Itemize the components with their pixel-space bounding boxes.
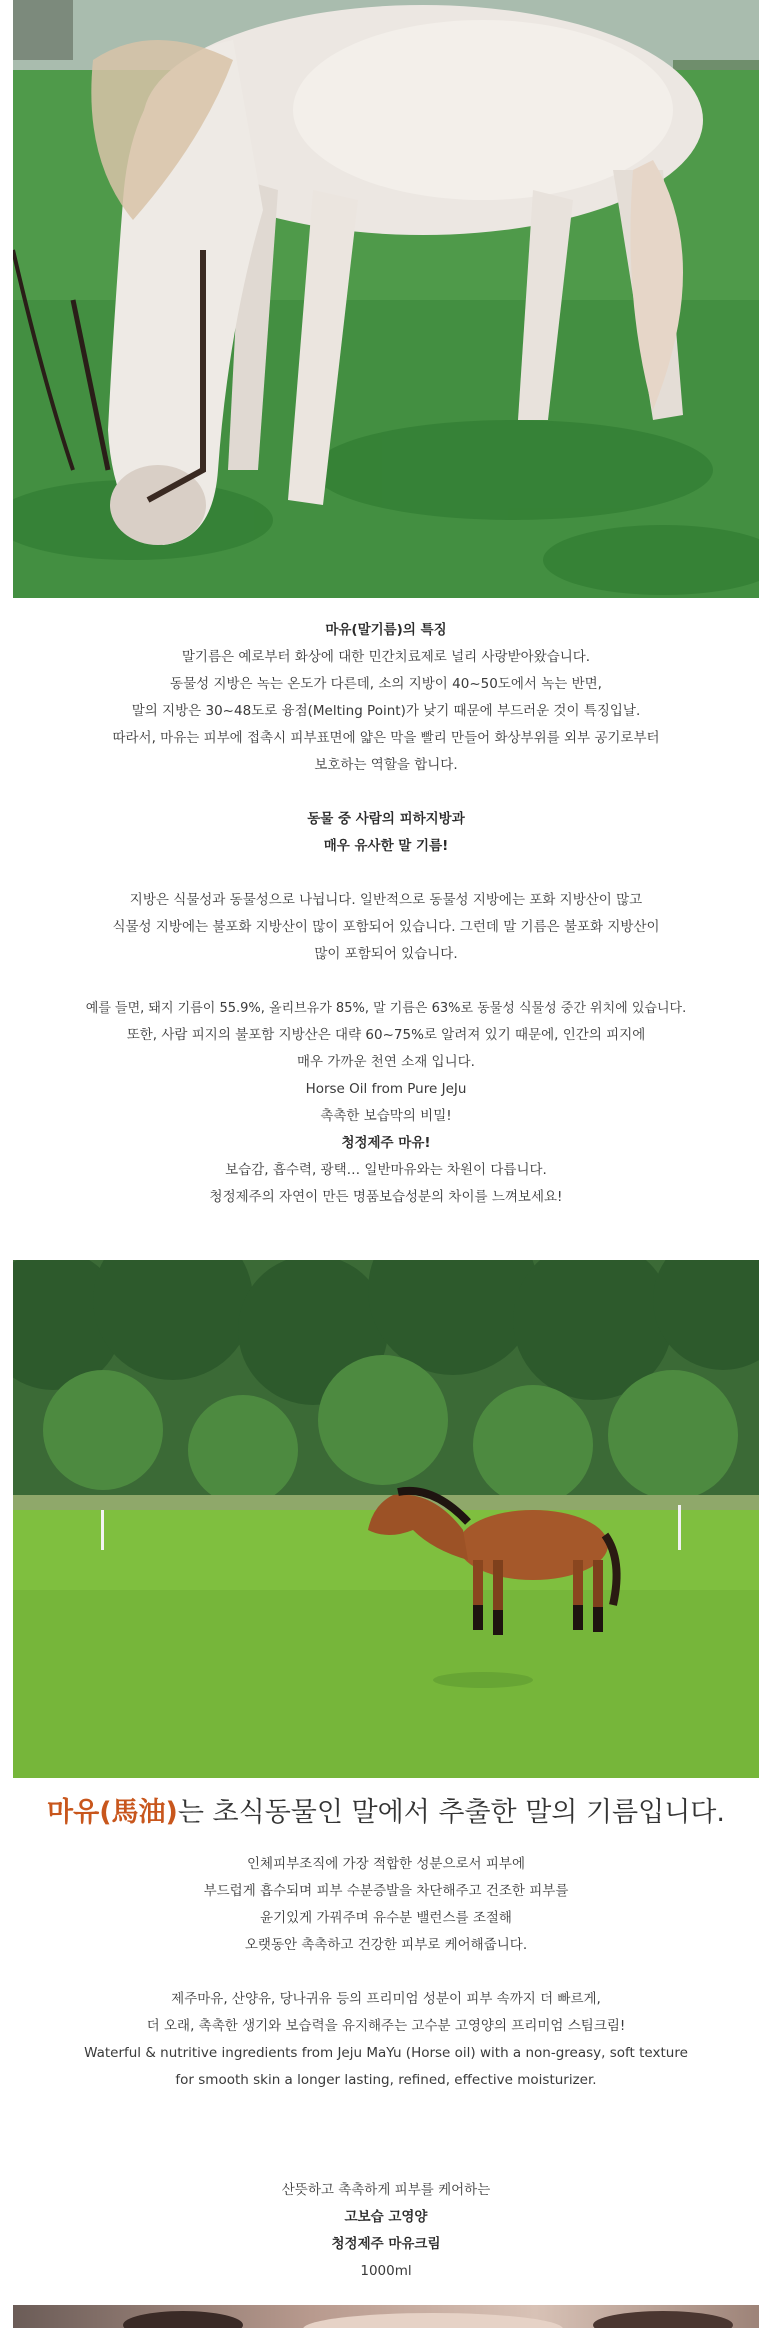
product-summary <box>13 2177 759 2285</box>
body-text: 더 오래, 촉촉한 생기와 보습력을 유지해주는 고수분 고영양의 프리미엄 스팀크림! <box>146 2018 626 2034</box>
headline-accent: 마유(馬油) <box>47 1797 178 1828</box>
body-text: for smooth skin a longer lasting, refined, effective moisturizer. <box>175 2072 597 2088</box>
body-text: 따라서, 마유는 피부에 접촉시 피부표면에 얇은 막을 빨리 만들어 화상부위를 외부 공기로부터 <box>112 730 660 746</box>
detail-page <box>13 0 759 2328</box>
body-text: 제주마유, 산양유, 당나귀유 등의 프리미엄 성분이 피부 속까지 더 빠르게, <box>171 1991 601 2007</box>
section-title: 매우 유사한 말 기름! <box>323 838 449 854</box>
body-text: 동물성 지방은 녹는 온도가 다른데, 소의 지방이 40~50도에서 녹는 반면, <box>170 676 602 692</box>
body-text: 말기름은 예로부터 화상에 대한 민간치료제로 널리 사랑받아왔습니다. <box>181 649 591 665</box>
section-title: 동물 중 사람의 피하지방과 <box>307 811 465 827</box>
horse-oil-features-section <box>13 617 759 1211</box>
body-text: 예를 들면, 돼지 기름이 55.9%, 올리브유가 85%, 말 기름은 63%로 동물성 식물성 중간 위치에 있습니다. <box>85 1001 687 1016</box>
model-face-photo <box>13 2305 759 2328</box>
body-text: Waterful & nutritive ingredients from Jeju MaYu (Horse oil) with a non-greasy, soft texture <box>84 2045 688 2061</box>
body-text: 청정제주의 자연이 만든 명품보습성분의 차이를 느껴보세요! <box>209 1189 563 1205</box>
body-text: 보호하는 역할을 합니다. <box>314 757 458 773</box>
headline-text: 는 초식동물인 말에서 추출한 말의 기름입니다. <box>177 1797 725 1828</box>
section-title: 마유(말기름)의 특징 <box>325 622 447 638</box>
body-text: 인체피부조직에 가장 적합한 성분으로서 피부에 <box>247 1856 525 1872</box>
horse-oil-headline <box>13 1793 759 1833</box>
product-feature: 고보습 고영양 <box>344 2209 428 2225</box>
body-text: 지방은 식물성과 동물성으로 나뉩니다. 일반적으로 동물성 지방에는 포화 지방산이 많고 <box>129 892 643 908</box>
brown-horse-photo <box>13 1260 759 1778</box>
body-text: 보습감, 흡수력, 광택… 일반마유와는 차원이 다릅니다. <box>225 1162 547 1178</box>
horse-oil-description <box>13 1851 759 2094</box>
product-size: 1000ml <box>360 2263 412 2279</box>
white-horse-photo <box>13 0 759 598</box>
product-name: 청정제주 마유크림 <box>331 2236 441 2252</box>
body-text: 촉촉한 보습막의 비밀! <box>320 1108 452 1124</box>
body-text: 또한, 사람 피지의 불포함 지방산은 대략 60~75%로 알려져 있기 때문에, 인간의 피지에 <box>126 1027 646 1043</box>
body-text: 윤기있게 가꿔주며 유수분 밸런스를 조절해 <box>260 1910 512 1926</box>
body-text: Horse Oil from Pure JeJu <box>305 1081 467 1097</box>
body-text: 오랫동안 촉촉하고 건강한 피부로 케어해줍니다. <box>244 1937 528 1953</box>
body-text: 많이 포함되어 있습니다. <box>314 946 458 962</box>
body-text: 매우 가까운 천연 소재 입니다. <box>297 1054 475 1070</box>
body-text: 부드럽게 흡수되며 피부 수분증발을 차단해주고 건조한 피부를 <box>203 1883 569 1899</box>
body-text: 말의 지방은 30~48도로 융점(Melting Point)가 낮기 때문에 부드러운 것이 특징입날. <box>131 703 641 719</box>
product-tagline: 산뜻하고 촉촉하게 피부를 케어하는 <box>281 2182 491 2198</box>
emphasis-text: 청정제주 마유! <box>341 1135 431 1151</box>
body-text: 식물성 지방에는 불포화 지방산이 많이 포함되어 있습니다. 그런데 말 기름은 불포화 지방산이 <box>112 919 660 935</box>
